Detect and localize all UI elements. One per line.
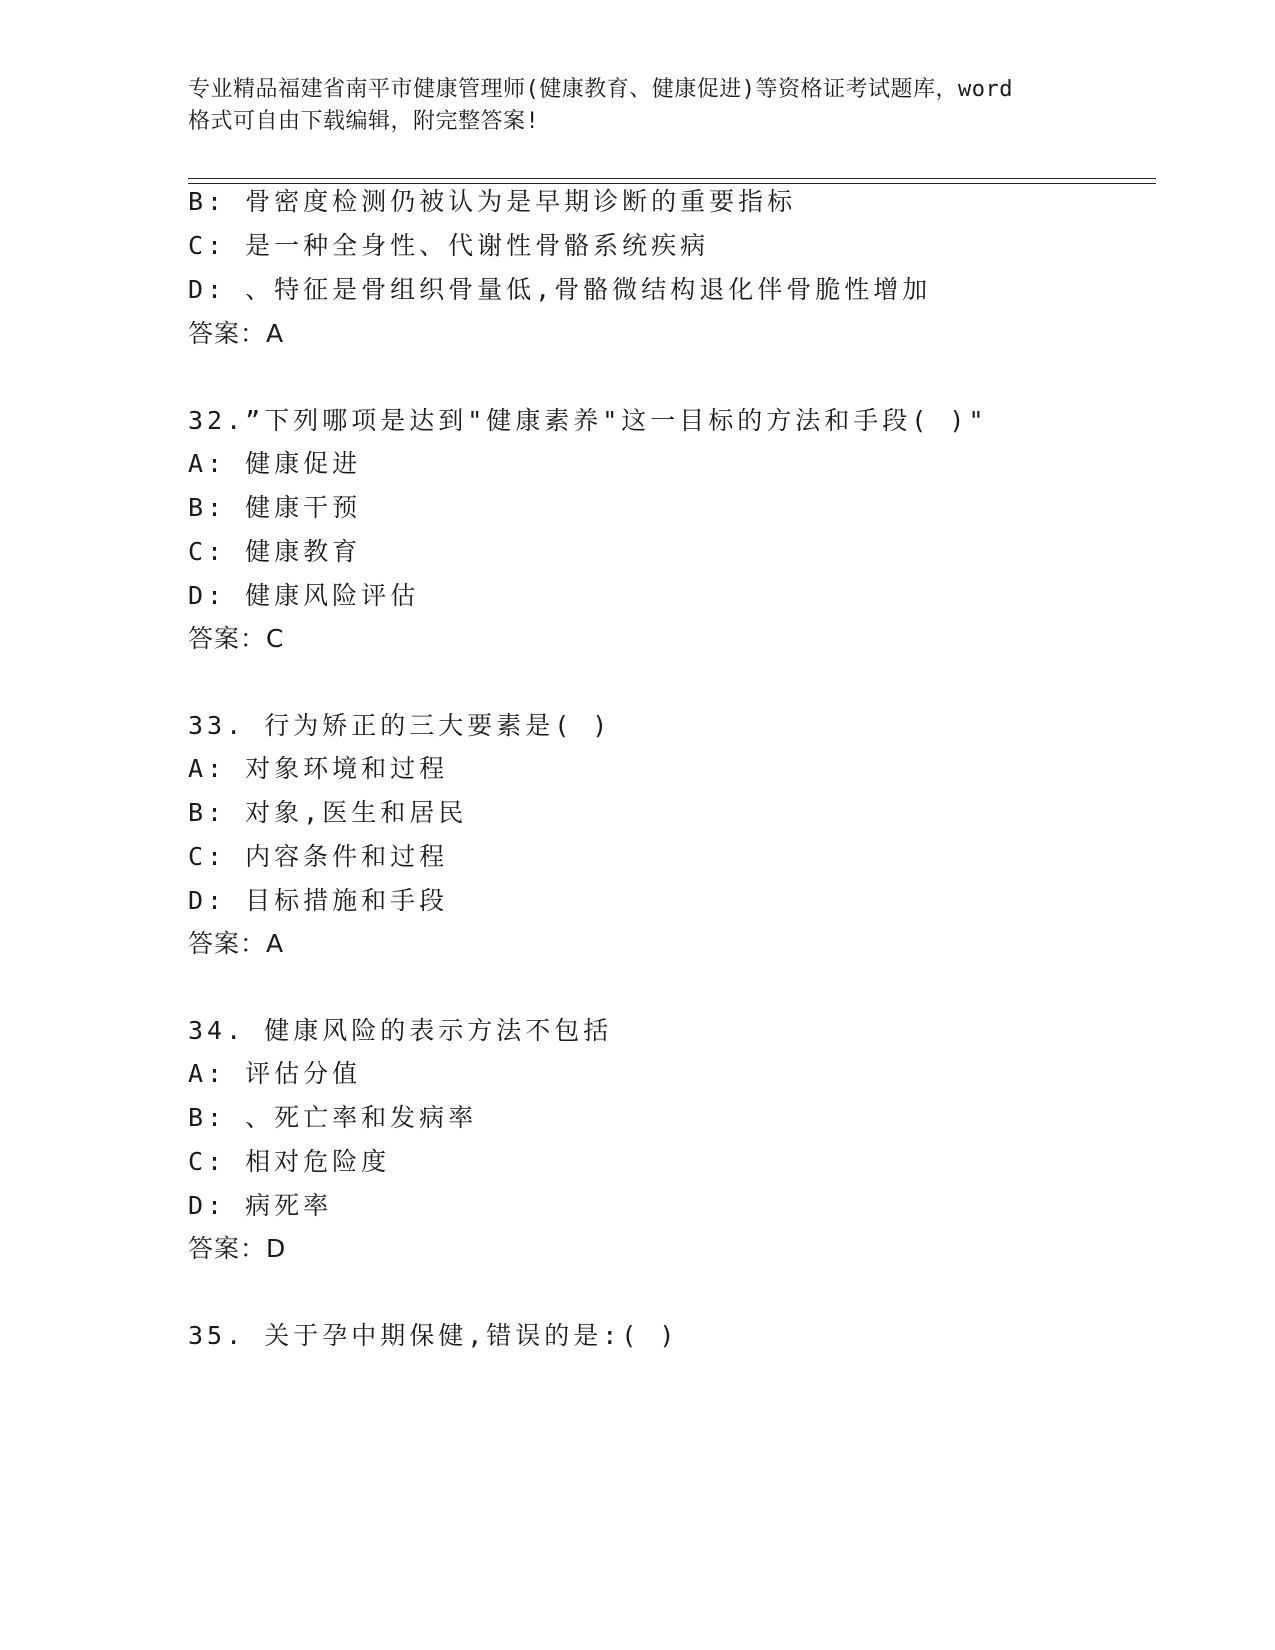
q34-question: 34. 健康风险的表示方法不包括 [188,1016,613,1045]
q32-option-d: D: 健康风险评估 [188,581,420,610]
q35-question: 35. 关于孕中期保健,错误的是:( ) [188,1321,679,1350]
header-divider-bottom [188,183,1156,184]
q32-question: 32.”下列哪项是达到"健康素养"这一目标的方法和手段( )" [188,406,988,435]
prev-answer: 答案：A [188,319,285,348]
q32-option-c: C: 健康教育 [188,537,362,566]
q34-answer: 答案：D [188,1234,287,1263]
header-line-2: 格式可自由下载编辑，附完整答案! [188,109,540,134]
q34-option-a: A: 评估分值 [188,1059,362,1088]
q32-option-b: B: 健康干预 [188,493,362,522]
q33-question: 33. 行为矫正的三大要素是( ) [188,711,612,740]
q33-option-b: B: 对象,医生和居民 [188,798,468,827]
q33-option-c: C: 内容条件和过程 [188,842,449,871]
q34-option-d: D: 病死率 [188,1191,333,1220]
header-divider-top [188,178,1156,179]
q34-option-c: C: 相对危险度 [188,1147,391,1176]
q32-option-a: A: 健康促进 [188,449,362,478]
q33-option-d: D: 目标措施和手段 [188,886,449,915]
q33-answer: 答案：A [188,929,285,958]
prev-option-c: C: 是一种全身性、代谢性骨骼系统疾病 [188,231,710,260]
prev-option-d: D: 、特征是骨组织骨量低,骨骼微结构退化伴骨脆性增加 [188,275,932,304]
q34-option-b: B: 、死亡率和发病率 [188,1103,478,1132]
header-line-1: 专业精品福建省南平市健康管理师(健康教育、健康促进)等资格证考试题库，word [188,77,1013,102]
prev-option-b: B: 骨密度检测仍被认为是早期诊断的重要指标 [188,187,797,216]
q32-answer: 答案：C [188,624,285,653]
document-header [188,74,1088,138]
q33-option-a: A: 对象环境和过程 [188,754,449,783]
